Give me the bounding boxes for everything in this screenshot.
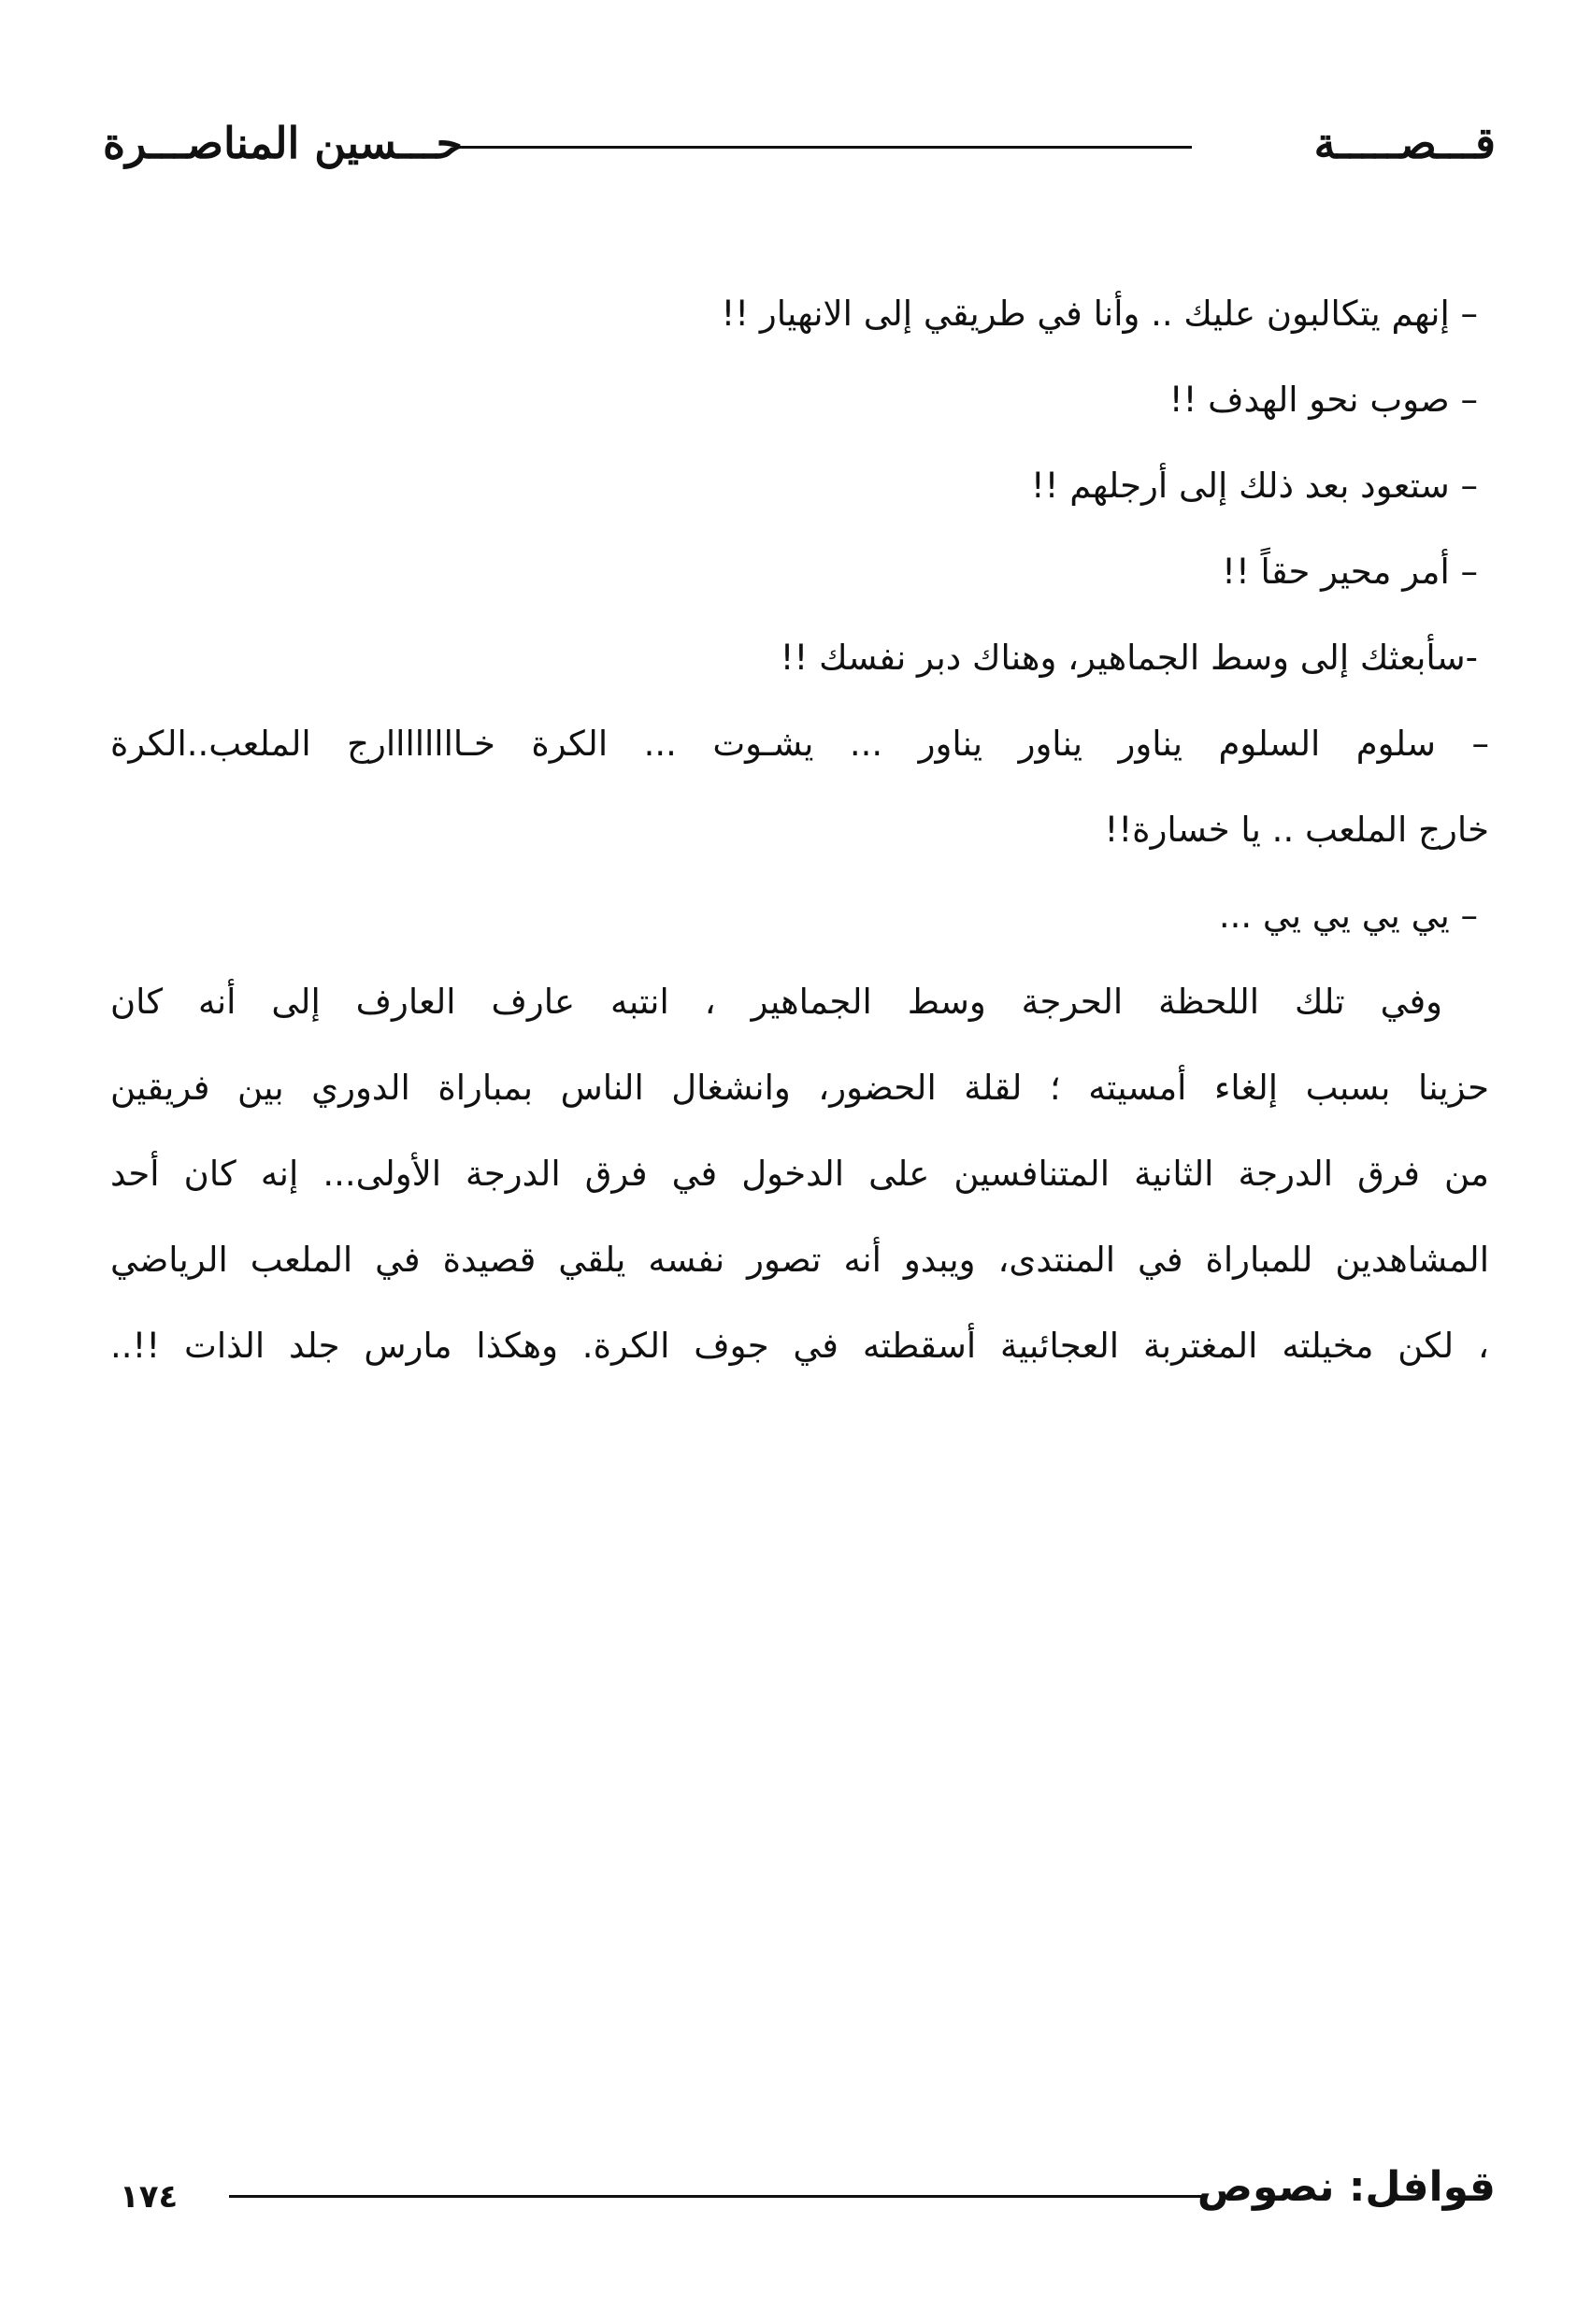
page-header bbox=[103, 110, 1496, 176]
dialogue-line: – إنهم يتكالبون عليك .. وأنا في طريقي إلى الانهيار !! bbox=[721, 294, 1478, 334]
paragraph-line: حزينا بسبب إلغاء أمسيته ؛ لقلة الحضور، وانشغال الناس بمباراة الدوري بين فريقين bbox=[110, 1068, 1489, 1108]
page-footer bbox=[103, 2155, 1496, 2220]
dialogue-line: – ستعود بعد ذلك إلى أرجلهم !! bbox=[1030, 466, 1478, 506]
dialogue-line: – يي يي يي يي ... bbox=[1218, 896, 1478, 936]
footer-rule bbox=[229, 2195, 1201, 2198]
paragraph-line: ، لكن مخيلته المغتربة العجائبية أسقطته في جوف الكرة. وهكذا مارس جلد الذات !!.. bbox=[110, 1326, 1489, 1366]
footer-journal: قوافل: نصوص bbox=[1197, 2163, 1496, 2211]
dialogue-line: – صوب نحو الهدف !! bbox=[1168, 380, 1478, 420]
header-rule bbox=[458, 146, 1192, 149]
header-section-label: قـــصـــــة bbox=[1313, 118, 1496, 168]
paragraph-line: وفي تلك اللحظة الحرجة وسط الجماهير ، انتبه عارف العارف إلى أنه كان bbox=[110, 982, 1442, 1022]
story-text bbox=[110, 271, 1489, 1389]
dialogue-line: – أمر محير حقاً !! bbox=[1222, 552, 1478, 592]
dialogue-line: – سلوم السلوم يناور يناور يناور ... يشـوت ... الكرة خـاااااااارج الملعب..الكرة bbox=[110, 724, 1489, 764]
paragraph-line: المشاهدين للمباراة في المنتدى، ويبدو أنه تصور نفسه يلقي قصيدة في الملعب الرياضي bbox=[110, 1240, 1489, 1280]
dialogue-line: خارج الملعب .. يا خسارة!! bbox=[1104, 810, 1489, 850]
dialogue-line: -سأبعثك إلى وسط الجماهير، وهناك دبر نفسك !! bbox=[780, 638, 1478, 678]
header-author: حـــسين المناصـــرة bbox=[103, 118, 464, 168]
page-number: ١٧٤ bbox=[120, 2178, 179, 2216]
paragraph-line: من فرق الدرجة الثانية المتنافسين على الدخول في فرق الدرجة الأولى... إنه كان أحد bbox=[110, 1154, 1489, 1194]
